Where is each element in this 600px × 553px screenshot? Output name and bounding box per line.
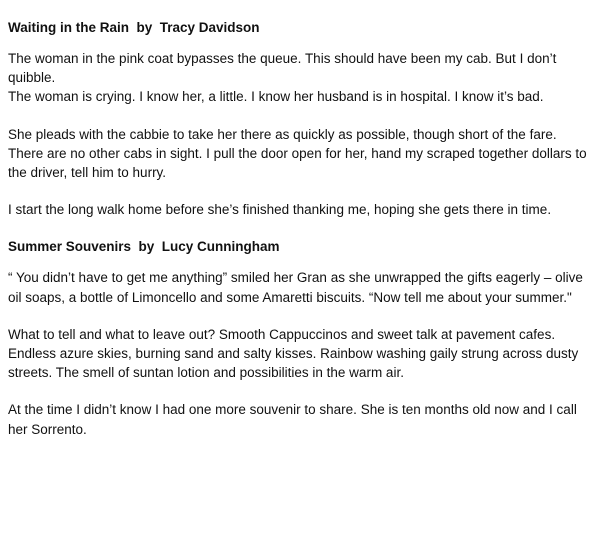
paragraph-line: What to tell and what to leave out? Smooth Cappuccinos and sweet talk at pavement cafes. Endless azure skies, burning sand and salty kisses. Rainbow washing gaily strung across dusty streets. The smell of suntan lotion and possibilities in the warm air. xyxy=(8,326,579,381)
paragraph-line: “ You didn’t have to get me anything” smiled her Gran as she unwrapped the gifts eagerly – olive oil soaps, a bottle of Limoncello and some Amaretti biscuits. “Now tell me about your summer." xyxy=(8,270,583,305)
paragraph-line: The woman in the pink coat bypasses the queue. This should have been my cab. But I don’t quibble. xyxy=(8,51,557,86)
story-waiting-in-the-rain xyxy=(8,18,594,219)
paragraph-line: At the time I didn’t know I had one more souvenir to share. She is ten months old now and I call her Sorrento. xyxy=(8,402,577,437)
story-title: Waiting in the Rain by Tracy Davidson xyxy=(8,20,260,35)
story-paragraph xyxy=(8,400,594,438)
story-paragraph xyxy=(8,268,594,306)
paragraph-line: The woman is crying. I know her, a little. I know her husband is in hospital. I know it’s bad. xyxy=(8,89,544,105)
story-paragraph xyxy=(8,49,594,107)
story-title: Summer Souvenirs by Lucy Cunningham xyxy=(8,239,280,255)
document-page xyxy=(8,18,594,457)
paragraph-line: She pleads with the cabbie to take her there as quickly as possible, though short of the fare. There are no other cabs in sight. I pull the door open for her, hand my scraped together dollars to the driver, tell him to hurry. xyxy=(8,126,587,181)
paragraph-line: I start the long walk home before she’s finished thanking me, hoping she gets there in time. xyxy=(8,202,552,218)
story-paragraph xyxy=(8,325,594,383)
story-paragraph xyxy=(8,200,594,219)
story-paragraph xyxy=(8,125,594,183)
story-summer-souvenirs xyxy=(8,237,594,438)
